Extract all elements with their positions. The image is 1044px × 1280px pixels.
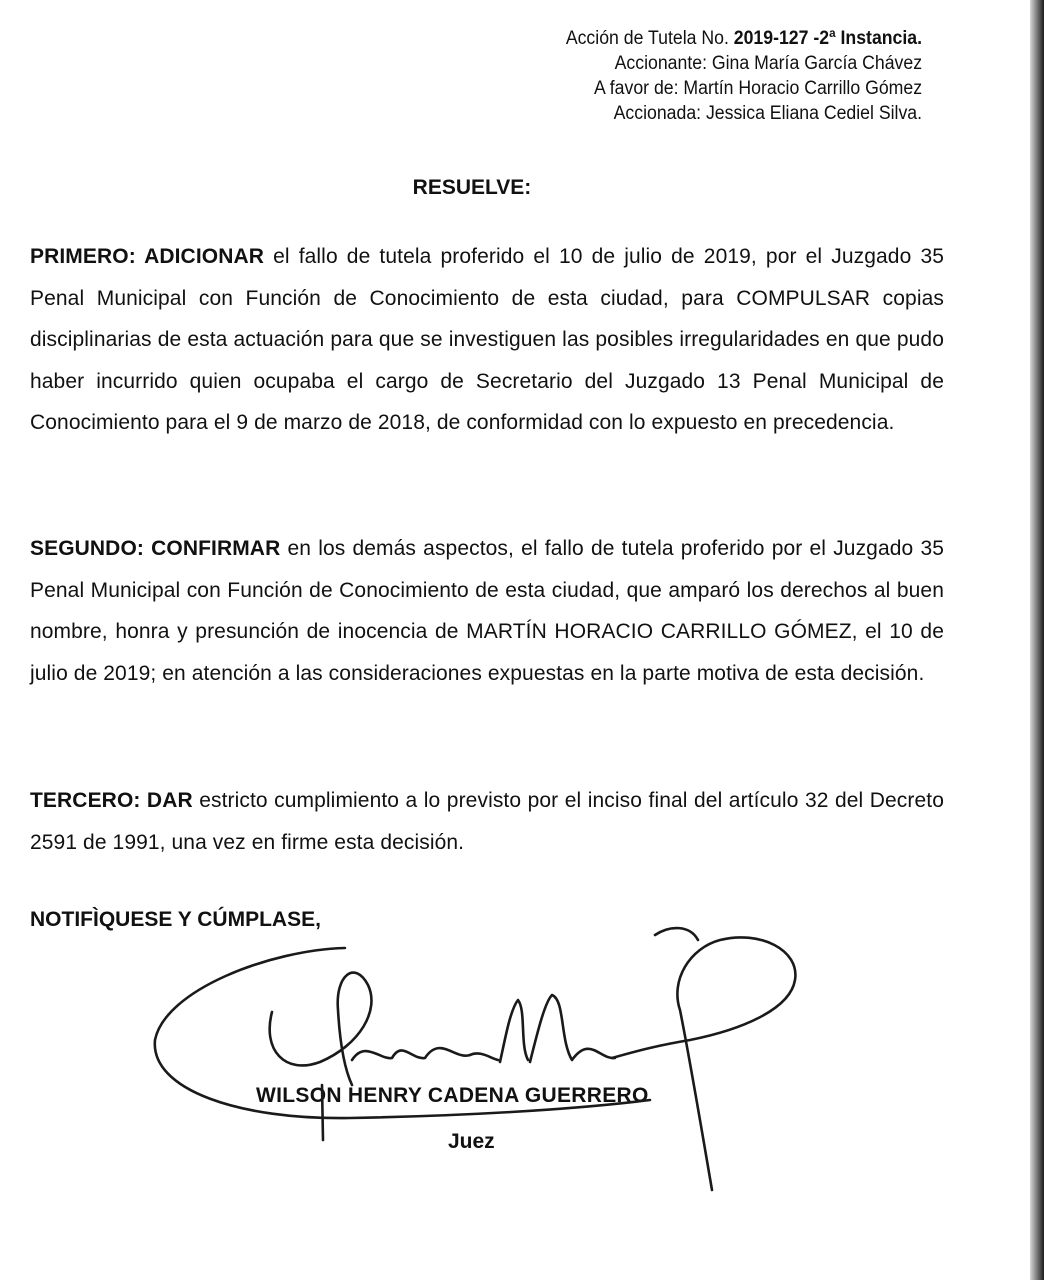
tercero-label: TERCERO: DAR [30, 789, 193, 812]
tercero-text: estricto cumplimiento a lo previsto por el inciso final del artículo 32 del Decreto 2591 de 1991, una vez en firme esta decisión. [30, 789, 944, 854]
case-number-prefix: Acción de Tutela No. [565, 28, 734, 49]
closing-formula: NOTIFÌQUESE Y CÚMPLASE, [30, 908, 321, 931]
case-number: 2019-127 -2ª Instancia. [733, 28, 922, 49]
segundo-text: en los demás aspectos, el fallo de tutela proferido por el Juzgado 35 Penal Municipal con Función de Conocimiento de esta ciudad, que amparó los derechos al buen nombre, honra y presunción de inocencia de MARTÍN HORACIO CARRILLO GÓMEZ, el 10 de julio de 2019; en atención a las consideraciones expuestas en la parte motiva de esta decisión. [30, 537, 944, 685]
signer-name: WILSON HENRY CADENA GUERRERO [256, 1084, 649, 1107]
resolution-title: RESUELVE: [412, 176, 532, 199]
a-favor-line: A favor de: Martín Horacio Carrillo Gómez [594, 78, 922, 99]
accionante-line: Accionante: Gina María García Chávez [614, 53, 922, 74]
primero-label: PRIMERO: ADICIONAR [30, 245, 264, 268]
paragraph-primero [30, 236, 944, 444]
primero-text: el fallo de tutela proferido el 10 de julio de 2019, por el Juzgado 35 Penal Municipal con Función de Conocimiento de esta ciudad, para COMPULSAR copias disciplinarias de esta actuación para que se investiguen las posibles irregularidades en que pudo haber incurrido quien ocupaba el cargo de Secretario del Juzgado 13 Penal Municipal de Conocimiento para el 9 de marzo de 2018, de conformidad con lo expuesto en precedencia. [30, 245, 944, 434]
case-header [566, 26, 922, 126]
signer-role: Juez [448, 1130, 495, 1153]
accionada-line: Accionada: Jessica Eliana Cediel Silva. [613, 103, 922, 124]
segundo-label: SEGUNDO: CONFIRMAR [30, 537, 281, 560]
paragraph-tercero [30, 780, 944, 863]
page-edge-shadow [1030, 0, 1044, 1280]
paragraph-segundo [30, 528, 944, 694]
case-number-line [566, 26, 922, 51]
